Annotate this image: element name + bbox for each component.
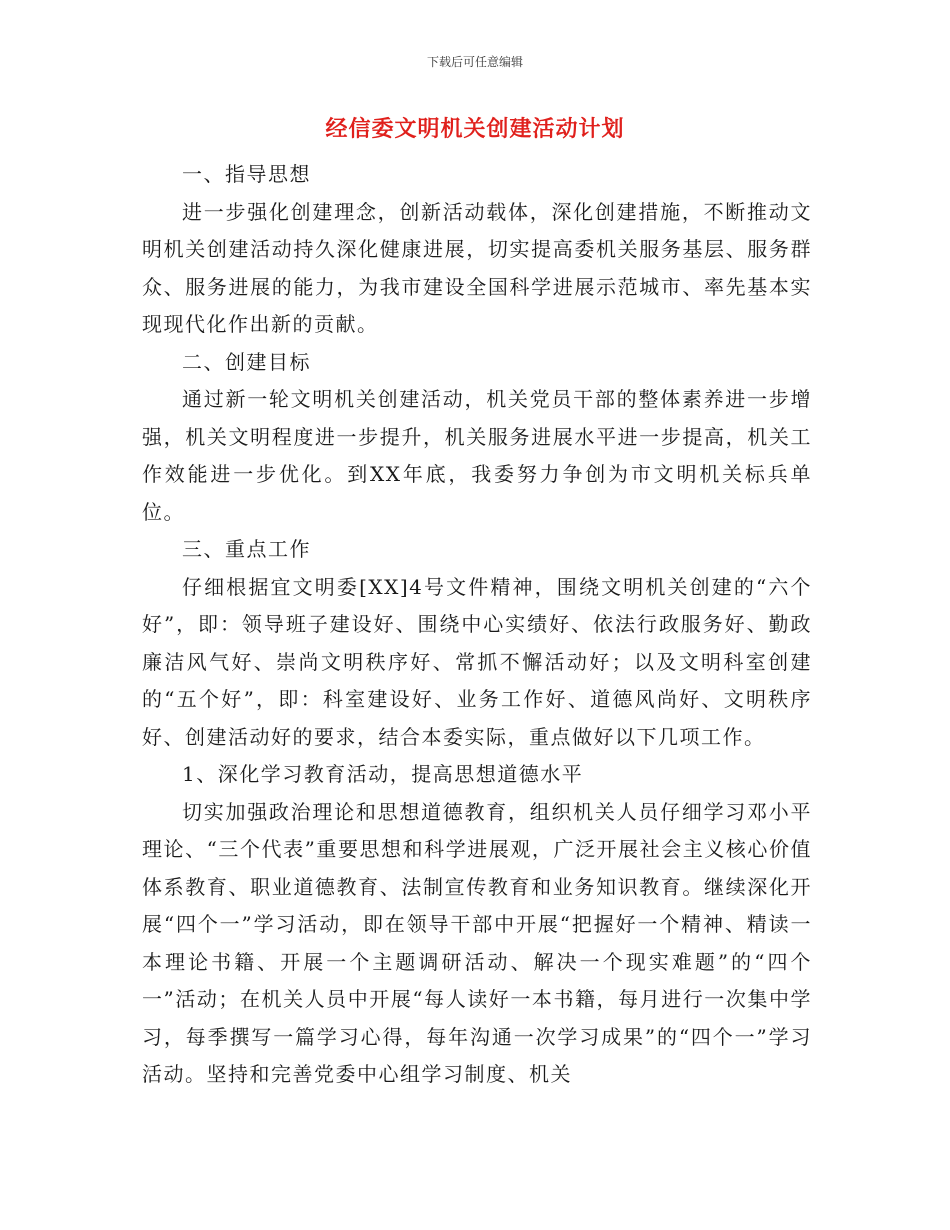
header-note: 下载后可任意编辑: [426, 55, 523, 69]
heading-guiding-thought: 一、指导思想: [182, 162, 311, 186]
heading-key-work: 三、重点工作: [182, 537, 311, 561]
heading-goals: 二、创建目标: [182, 349, 311, 374]
subheading-study-education: 1、深化学习教育活动，提高思想道德水平: [182, 762, 584, 786]
document-title: 经信委文明机关创建活动计划: [325, 117, 625, 142]
paragraph-guiding-thought: 进一步强化创建理念，创新活动载体，深化创建措施，不断推动文明机关创建活动持久深化健康进展，切实提高委机关服务基层、服务群众、服务进展的能力，为我市建设全国科学进展示范城市、率先基本实现现代化作出新的贡献。: [142, 199, 812, 336]
document-body: [142, 156, 812, 1094]
paragraph-key-work: 仔细根据宜文明委[XX]4号文件精神，围绕文明机关创建的“六个好”，即：领导班子建设好、围绕中心实绩好、依法行政服务好、勤政廉洁风气好、崇尚文明秩序好、常抓不懈活动好；以及文明科室创建的“五个好”，即：科室建设好、业务工作好、道德风尚好、文明秩序好、创建活动好的要求，结合本委实际，重点做好以下几项工作。: [142, 574, 812, 749]
paragraph-study-education: 切实加强政治理论和思想道德教育，组织机关人员仔细学习邓小平理论、“三个代表”重要思想和科学进展观，广泛开展社会主义核心价值体系教育、职业道德教育、法制宣传教育和业务知识教育。继续深化开展“四个一”学习活动，即在领导干部中开展“把握好一个精神、精读一本理论书籍、开展一个主题调研活动、解决一个现实难题”的“四个一”活动；在机关人员中开展“每人读好一本书籍，每月进行一次集中学习，每季撰写一篇学习心得，每年沟通一次学习成果”的“四个一”学习活动。坚持和完善党委中心组学习制度、机关: [142, 799, 812, 1086]
paragraph-goals: 通过新一轮文明机关创建活动，机关党员干部的整体素养进一步增强，机关文明程度进一步提升，机关服务进展水平进一步提高，机关工作效能进一步优化。到XX年底，我委努力争创为市文明机关标兵单位。: [142, 387, 812, 524]
